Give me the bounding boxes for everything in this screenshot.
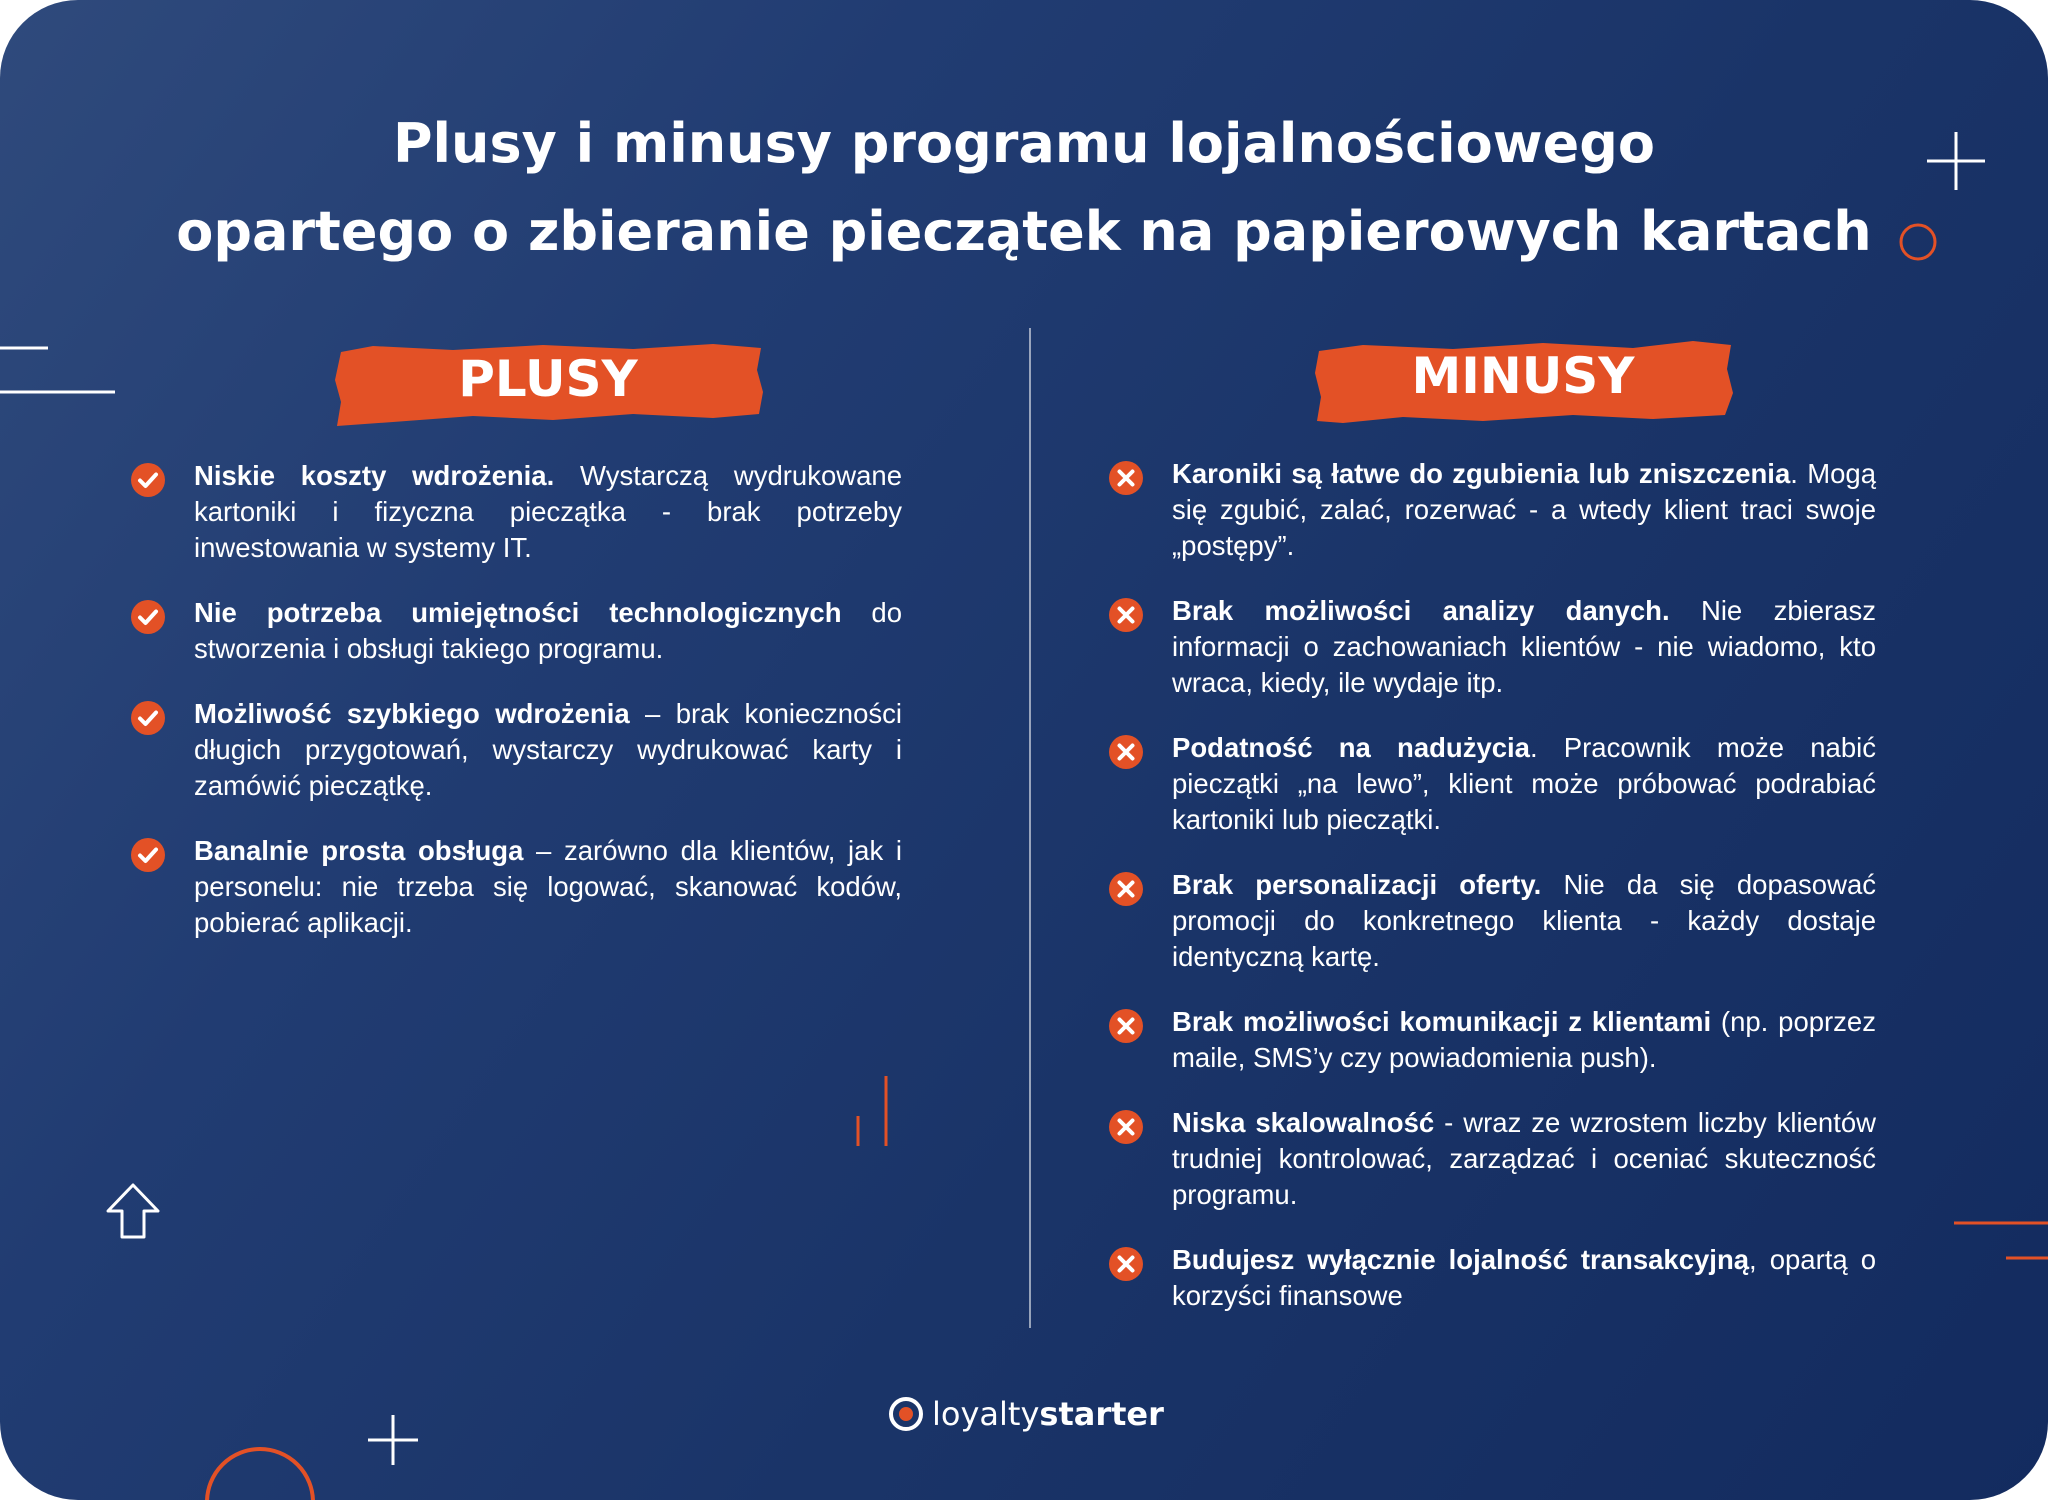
pros-item-rest: – zarówno dla klientów, jak i personelu: nie trzeba się logować, skanować kodów, pobierać aplikacji. <box>194 835 902 938</box>
pros-heading-banner <box>333 340 763 430</box>
pros-item-bold: Możliwość szybkiego wdrożenia <box>194 698 630 729</box>
check-circle-icon <box>130 700 166 736</box>
pros-item <box>130 595 902 667</box>
title-line-2: opartego o zbieranie pieczątek na papierowych kartach <box>176 200 1872 263</box>
pros-item-text <box>194 595 902 667</box>
logo-part-1: loyalty <box>932 1395 1040 1433</box>
cons-heading: MINUSY <box>1411 347 1635 405</box>
check-circle-icon <box>130 462 166 498</box>
cons-item-rest: . Mogą się zgubić, zalać, rozerwać - a wtedy klient traci swoje „postępy”. <box>1172 458 1876 561</box>
cons-item-rest: , opartą o korzyści finansowe <box>1172 1244 1876 1311</box>
cons-item-bold: Niska skalowalność <box>1172 1107 1435 1138</box>
cons-item <box>1108 730 1876 838</box>
pros-item <box>130 696 902 804</box>
column-divider <box>1029 328 1031 1328</box>
cons-item-text <box>1172 593 1876 701</box>
x-circle-icon <box>1108 1008 1144 1044</box>
cons-item-bold: Podatność na nadużycia <box>1172 732 1530 763</box>
logo-wordmark <box>932 1395 1164 1433</box>
plus-decoration-bottom-icon <box>366 1413 420 1467</box>
x-circle-icon <box>1108 1109 1144 1145</box>
check-circle-icon <box>130 599 166 635</box>
x-circle-icon <box>1108 871 1144 907</box>
logo-part-2: starter <box>1039 1395 1164 1433</box>
cons-item <box>1108 593 1876 701</box>
arrow-up-decoration-icon <box>104 1182 162 1240</box>
page-title <box>0 100 2048 276</box>
lines-decoration-right-icon <box>1954 1220 2048 1260</box>
pros-item-bold: Nie potrzeba umiejętności technologicznych <box>194 597 842 628</box>
cons-item-bold: Brak personalizacji oferty. <box>1172 869 1542 900</box>
pros-list <box>130 458 902 970</box>
cons-item <box>1108 456 1876 564</box>
cons-item-bold: Brak możliwości analizy danych. <box>1172 595 1670 626</box>
loyaltystarter-logo <box>888 1394 1164 1434</box>
cons-item-rest: - wraz ze wzrostem liczby klientów trudniej kontrolować, zarządzać i oceniać skuteczność programu. <box>1172 1107 1877 1210</box>
cons-item-text <box>1172 1004 1876 1076</box>
pros-item <box>130 833 902 941</box>
check-circle-icon <box>130 837 166 873</box>
pros-item <box>130 458 902 566</box>
cons-item <box>1108 1105 1876 1213</box>
cons-item <box>1108 1004 1876 1076</box>
cons-list <box>1108 456 1876 1343</box>
lines-decoration-icon <box>0 345 120 395</box>
pros-item-bold: Niskie koszty wdrożenia. <box>194 460 555 491</box>
pros-item-bold: Banalnie prosta obsługa <box>194 835 524 866</box>
x-circle-icon <box>1108 597 1144 633</box>
pros-item-rest: – brak konieczności długich przygotowań, wystarczy wydrukować karty i zamówić pieczątkę. <box>194 698 902 801</box>
half-circle-decoration-icon <box>200 1440 320 1500</box>
cons-item <box>1108 867 1876 975</box>
logo-mark-icon <box>888 1396 924 1432</box>
cons-item-rest: . Pracownik może nabić pieczątki „na lewo”, klient może próbować podrabiać kartoniki lub pieczątki. <box>1172 732 1876 835</box>
pros-item-rest: Wystarczą wydrukowane kartoniki i fizyczna pieczątka - brak potrzeby inwestowania w systemy IT. <box>194 460 902 563</box>
cons-item-text <box>1172 456 1876 564</box>
x-circle-icon <box>1108 460 1144 496</box>
bars-decoration-icon <box>852 1074 892 1148</box>
cons-item-text <box>1172 1105 1876 1213</box>
cons-item-rest: Nie zbierasz informacji o zachowaniach klientów - nie wiadomo, kto wraca, kiedy, ile wydaje itp. <box>1172 595 1876 698</box>
cons-item-bold: Brak możliwości komunikacji z klientami <box>1172 1006 1712 1037</box>
cons-item-text <box>1172 730 1876 838</box>
cons-item-rest: Nie da się dopasować promocji do konkretnego klienta - każdy dostaje identyczną kartę. <box>1172 869 1876 972</box>
pros-heading: PLUSY <box>458 350 638 408</box>
pros-item-text <box>194 696 902 804</box>
x-circle-icon <box>1108 1246 1144 1282</box>
x-circle-icon <box>1108 734 1144 770</box>
title-line-1: Plusy i minusy programu lojalnościowego <box>392 112 1656 175</box>
cons-item-text <box>1172 867 1876 975</box>
pros-item-text <box>194 458 902 566</box>
pros-item-text <box>194 833 902 941</box>
cons-item <box>1108 1242 1876 1314</box>
cons-heading-banner <box>1313 337 1733 427</box>
pros-item-rest: do stworzenia i obsługi takiego programu. <box>194 597 903 664</box>
cons-item-bold: Karoniki są łatwe do zgubienia lub zniszczenia <box>1172 458 1791 489</box>
cons-item-bold: Budujesz wyłącznie lojalność transakcyjną <box>1172 1244 1750 1275</box>
cons-item-text <box>1172 1242 1876 1314</box>
cons-item-rest: (np. poprzez maile, SMS’y czy powiadomienia push). <box>1172 1006 1876 1073</box>
